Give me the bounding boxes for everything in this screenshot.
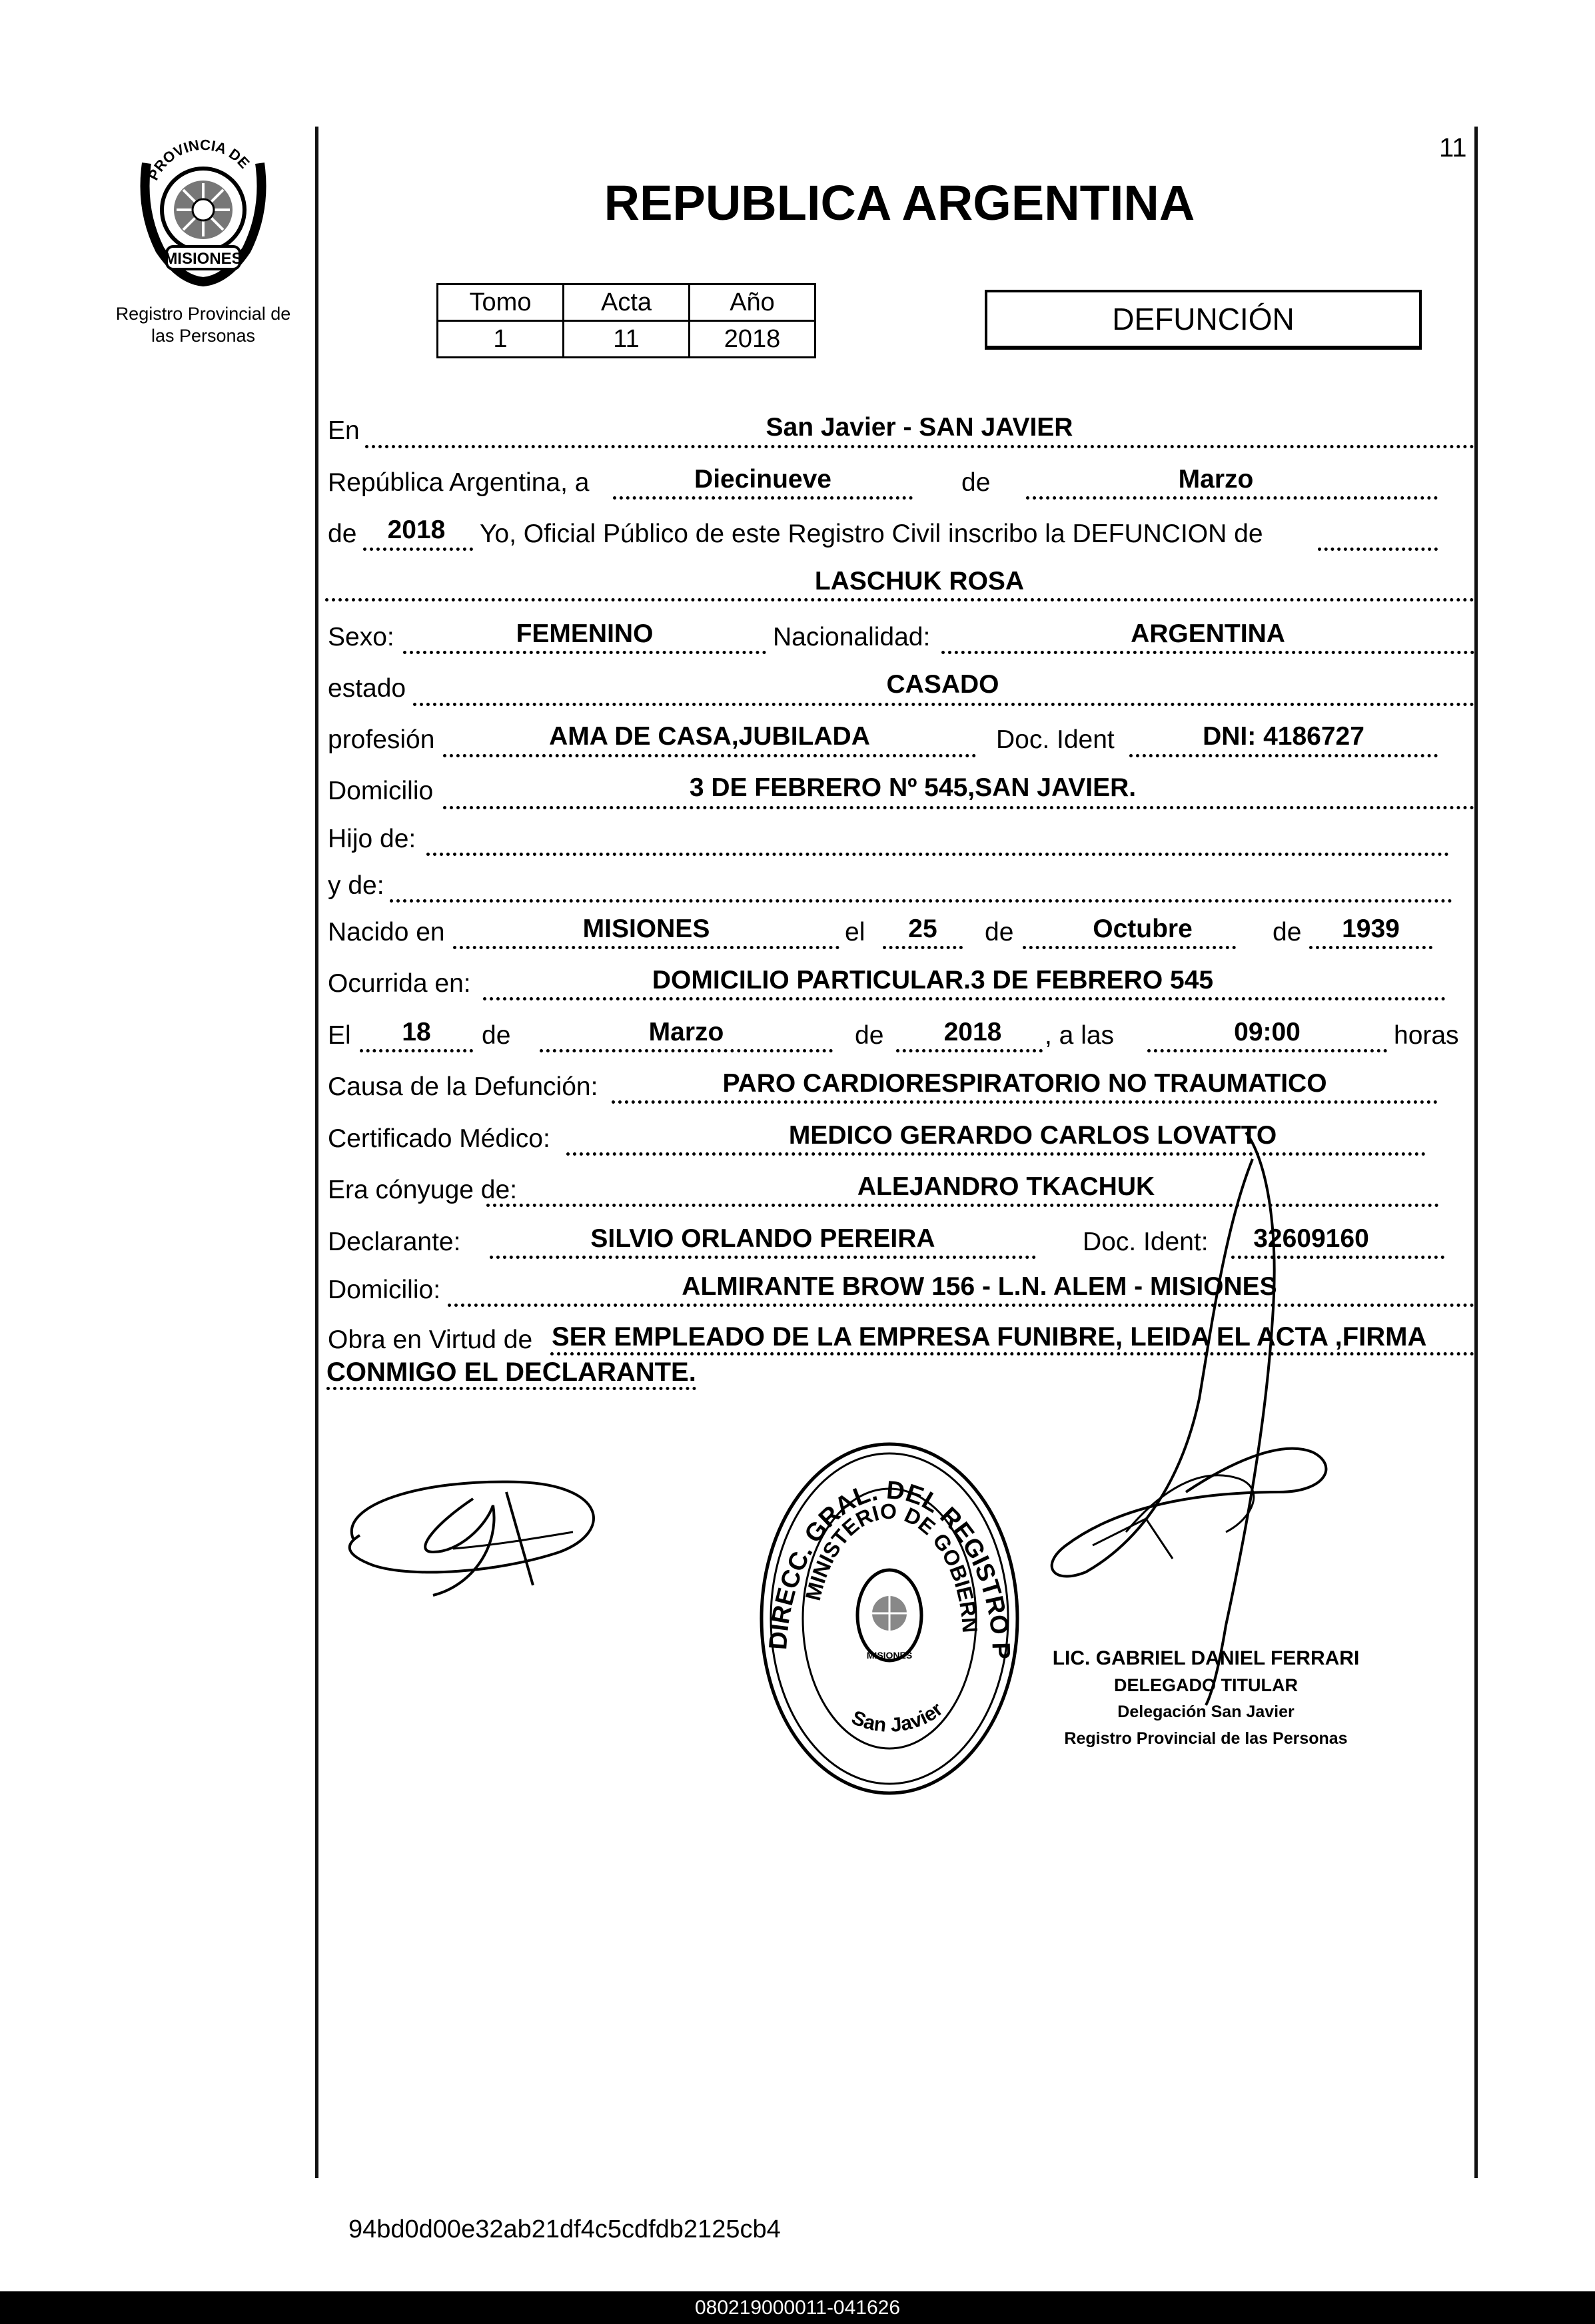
month-value: Marzo: [1178, 465, 1254, 494]
obra-label: Obra en Virtud de: [328, 1326, 533, 1354]
official-name: LIC. GABRIEL DANIEL FERRARI: [1052, 1647, 1360, 1669]
domicilio-value: 3 DE FEBRERO Nº 545,SAN JAVIER.: [689, 773, 1137, 802]
ano-value: 2018: [690, 321, 815, 358]
en-line: [365, 445, 1474, 448]
estado-line: [413, 703, 1474, 706]
day-line: [613, 496, 913, 500]
declarant-signature: [333, 1452, 626, 1612]
birth-el-label: el: [845, 918, 865, 947]
birth-month-line: [1023, 946, 1236, 949]
official-registry: Registro Provincial de las Personas: [1064, 1729, 1348, 1748]
right-margin-line: [1474, 127, 1478, 2178]
stamp-bottom-text: San Javier: [848, 1698, 947, 1737]
yde-label: y de:: [328, 871, 384, 900]
conyuge-label: Era cónyuge de:: [328, 1176, 518, 1204]
tomo-value: 1: [438, 321, 564, 358]
death-el-label: El: [328, 1021, 351, 1050]
acta-value: 11: [564, 321, 690, 358]
ano-header: Año: [690, 284, 815, 321]
en-value: San Javier - SAN JAVIER: [766, 413, 1073, 442]
death-de2: de: [855, 1021, 884, 1050]
de-label: de: [961, 468, 991, 497]
nacido-line: [453, 946, 839, 949]
yde-line: [390, 899, 1452, 903]
horas-label: horas: [1394, 1021, 1459, 1050]
decl-doc-value: 32609160: [1253, 1224, 1369, 1253]
inscribo-line: [1318, 548, 1438, 551]
acta-header: Acta: [564, 284, 690, 321]
causa-line: [612, 1100, 1438, 1104]
death-day-line: [360, 1049, 473, 1052]
doc-type: DEFUNCIÓN: [1112, 302, 1295, 336]
birth-month: Octubre: [1093, 915, 1193, 943]
death-de1: de: [482, 1021, 511, 1050]
declarante-line: [490, 1256, 1036, 1259]
decl-doc-label: Doc. Ident:: [1083, 1228, 1209, 1256]
doc-ident-label: Doc. Ident: [996, 725, 1115, 754]
death-month: Marzo: [648, 1018, 724, 1046]
death-month-line: [540, 1049, 833, 1052]
seal-bottom-text: MISIONES: [164, 250, 243, 268]
hijo-line: [426, 853, 1449, 856]
inscribo-text: Yo, Oficial Público de este Registro Civil inscribo la DEFUNCION de: [480, 520, 1263, 548]
causa-value: PARO CARDIORESPIRATORIO NO TRAUMATICO: [722, 1069, 1327, 1098]
year-value: 2018: [387, 516, 446, 544]
doc-ident-value: DNI: 4186727: [1203, 722, 1364, 751]
month-line: [1026, 496, 1438, 500]
estado-value: CASADO: [886, 670, 999, 699]
tomo-acta-ano-table: [436, 283, 816, 358]
official-block: [1046, 1645, 1366, 1752]
birth-year-line: [1309, 946, 1432, 949]
day-value: Diecinueve: [694, 465, 831, 494]
en-label: En: [328, 416, 360, 445]
official-title: DELEGADO TITULAR: [1114, 1675, 1298, 1695]
official-stamp: [753, 1439, 1026, 1805]
year-line: [363, 548, 473, 551]
left-margin-line: [315, 127, 318, 2178]
ocurrida-label: Ocurrida en:: [328, 969, 471, 998]
estado-label: estado: [328, 674, 406, 703]
tomo-header: Tomo: [438, 284, 564, 321]
decl-domicilio-label: Domicilio:: [328, 1276, 441, 1304]
stamp-outer-text: DIRECC. GRAL. DEL REGISTRO P: [764, 1476, 1015, 1660]
page-number: 11: [1439, 133, 1467, 163]
name-line: [325, 598, 1474, 601]
republica-label: República Argentina, a: [328, 468, 590, 497]
official-office: Delegación San Javier: [1117, 1703, 1295, 1721]
alas-label: , a las: [1045, 1021, 1115, 1050]
nacionalidad-line: [941, 651, 1474, 654]
certificado-label: Certificado Médico:: [328, 1124, 550, 1153]
birth-day-line: [883, 946, 963, 949]
doc-type-box: [985, 290, 1422, 350]
year-prefix: de: [328, 520, 357, 548]
conyuge-value: ALEJANDRO TKACHUK: [857, 1172, 1155, 1201]
footer-code: 080219000011-041626: [694, 2297, 901, 2319]
obra-value-line2: CONMIGO EL DECLARANTE.: [326, 1357, 696, 1387]
causa-label: Causa de la Defunción:: [328, 1072, 598, 1101]
birth-de2: de: [1273, 918, 1302, 947]
deceased-name: LASCHUK ROSA: [814, 567, 1025, 595]
death-year: 2018: [943, 1018, 1002, 1046]
registry-name: [100, 303, 306, 347]
seal-top-text: PROVINCIA DE: [145, 137, 253, 183]
official-signature: [1026, 1119, 1372, 1719]
ocurrida-line: [483, 997, 1446, 1000]
certificado-value: MEDICO GERARDO CARLOS LOVATTO: [788, 1121, 1277, 1150]
stamp-seal-label: MISIONES: [866, 1650, 913, 1661]
sexo-label: Sexo:: [328, 623, 394, 651]
domicilio-label: Domicilio: [328, 777, 434, 805]
profesion-label: profesión: [328, 725, 435, 754]
obra-value-line1: SER EMPLEADO DE LA EMPRESA FUNIBRE, LEIDA EL ACTA ,FIRMA: [552, 1322, 1427, 1352]
document-hash: 94bd0d00e32ab21df4c5cdfdb2125cb4: [348, 2215, 781, 2243]
registry-name-line1: Registro Provincial de: [115, 304, 291, 324]
death-year-line: [896, 1049, 1043, 1052]
decl-domicilio-value: ALMIRANTE BROW 156 - L.N. ALEM - MISIONES: [682, 1272, 1277, 1301]
stamp-inner-text: MINISTERIO DE GOBIERN: [800, 1499, 983, 1634]
footer-bar: [0, 2291, 1595, 2324]
profesion-value: AMA DE CASA,JUBILADA: [549, 722, 870, 751]
hijo-label: Hijo de:: [328, 825, 416, 853]
sexo-line: [403, 651, 766, 654]
nacido-label: Nacido en: [328, 918, 445, 947]
death-time-line: [1147, 1049, 1387, 1052]
domicilio-line: [443, 806, 1474, 809]
nacido-value: MISIONES: [582, 915, 710, 943]
declarante-value: SILVIO ORLANDO PEREIRA: [590, 1224, 935, 1253]
nacionalidad-value: ARGENTINA: [1131, 619, 1285, 648]
death-time: 09:00: [1234, 1018, 1301, 1046]
profesion-line: [443, 754, 976, 757]
ocurrida-value: DOMICILIO PARTICULAR.3 DE FEBRERO 545: [652, 966, 1214, 994]
birth-year: 1939: [1342, 915, 1400, 943]
birth-day: 25: [908, 915, 937, 943]
obra-line2: [326, 1387, 696, 1390]
page-title: REPUBLICA ARGENTINA: [604, 175, 1195, 230]
sexo-value: FEMENINO: [516, 619, 654, 648]
declarante-label: Declarante:: [328, 1228, 461, 1256]
registry-name-line2: las Personas: [151, 326, 256, 346]
nacionalidad-label: Nacionalidad:: [773, 623, 931, 651]
doc-ident-line: [1129, 754, 1438, 757]
birth-de1: de: [985, 918, 1014, 947]
death-day: 18: [402, 1018, 431, 1046]
